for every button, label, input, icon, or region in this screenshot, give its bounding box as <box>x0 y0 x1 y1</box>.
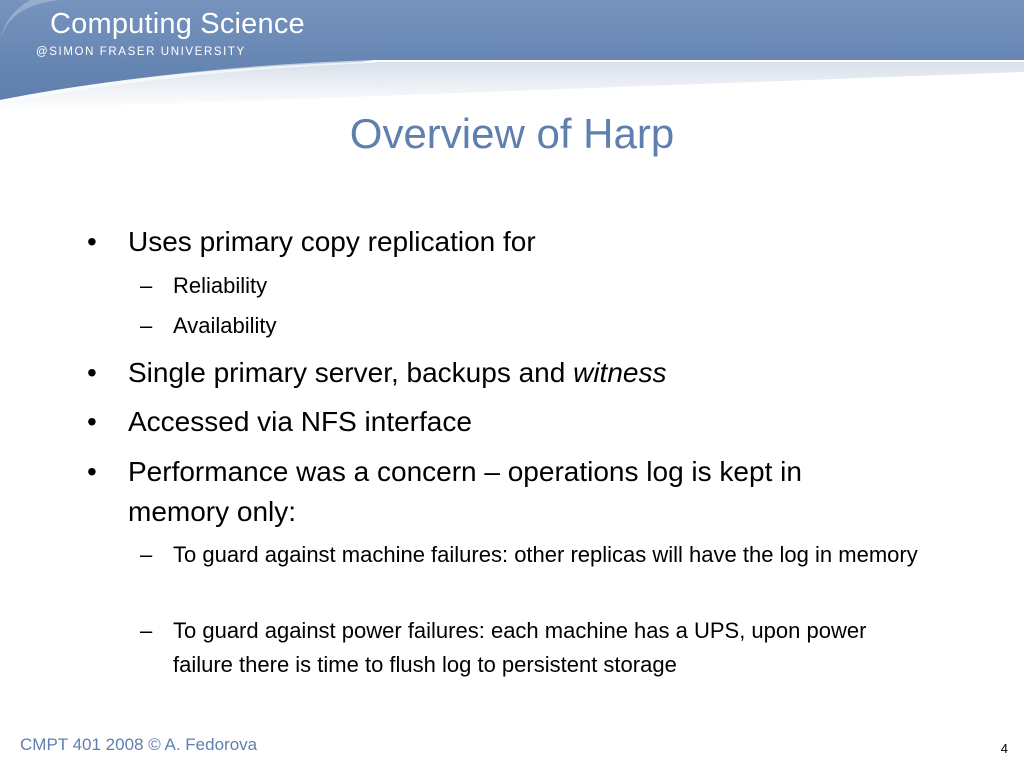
bullet-item <box>87 222 947 262</box>
dash-glyph: – <box>140 313 153 338</box>
sub-bullet-text: To guard against power failures: each machine has a UPS, upon power failure there is time to flush log to persistent storage <box>173 618 867 677</box>
footer-course: CMPT 401 2008 © A. Fedorova <box>20 735 258 754</box>
emphasis-text: witness <box>573 357 667 388</box>
brand-subtitle: @SIMON FRASER UNIVERSITY <box>36 46 246 58</box>
bullet-item <box>87 452 907 532</box>
bullet-glyph: • <box>87 357 97 388</box>
header-banner <box>0 0 1024 110</box>
sub-bullet-text: Availability <box>173 313 277 338</box>
sub-bullet-text: Reliability <box>173 273 268 298</box>
bullet-text-wrap <box>128 353 947 393</box>
sub-bullet-text: To guard against machine failures: other replicas will have the log in memory <box>173 542 918 567</box>
sub-bullet-item <box>140 309 940 343</box>
sub-bullet-item <box>140 538 930 572</box>
bullet-text: Accessed via NFS interface <box>128 406 472 437</box>
bullet-text: Uses primary copy replication for <box>128 226 536 257</box>
page-number: 4 <box>1000 741 1008 756</box>
dash-glyph: – <box>140 618 153 643</box>
bullet-glyph: • <box>87 406 97 437</box>
bullet-text: Single primary server, backups and <box>128 357 574 388</box>
sub-bullet-item <box>140 614 930 682</box>
brand-title: Computing Science <box>50 8 305 40</box>
bullet-glyph: • <box>87 456 97 487</box>
bullet-glyph: • <box>87 226 97 257</box>
dash-glyph: – <box>140 273 153 298</box>
sub-bullet-item <box>140 269 940 303</box>
dash-glyph: – <box>140 542 153 567</box>
bullet-item <box>87 353 947 393</box>
bullet-text: Performance was a concern – operations log is kept in memory only: <box>128 456 802 527</box>
slide-title: Overview of Harp <box>349 110 675 157</box>
bullet-item <box>87 402 947 442</box>
